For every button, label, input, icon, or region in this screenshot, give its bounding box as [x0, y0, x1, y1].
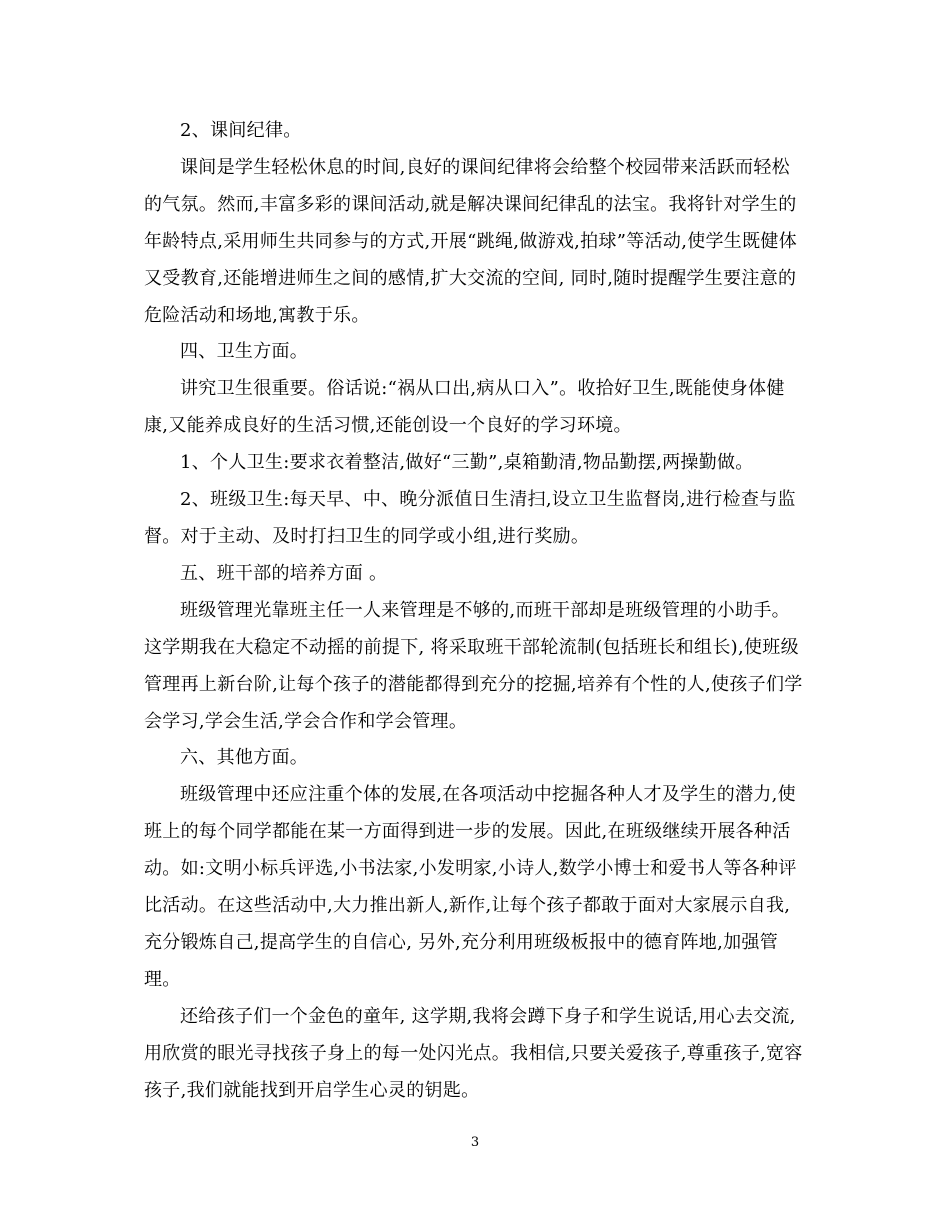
document-body	[144, 113, 806, 1109]
body-paragraph: 讲究卫生很重要。俗话说:“祸从口出,病从口入”。收拾好卫生,既能使身体健康,又能养成良好的生活习惯,还能创设一个良好的学习环境。	[144, 378, 785, 437]
body-paragraph: 课间是学生轻松休息的时间,良好的课间纪律将会给整个校园带来活跃而轻松的气氛。然而,丰富多彩的课间活动,就是解决课间纪律乱的法宝。我将针对学生的年龄特点,采用师生共同参与的方式,开展“跳绳,做游戏,拍球”等活动,使学生既健体又受教育,还能增进师生之间的感情,扩大交流的空间, 同时,随时提醒学生要注意的危险活动和场地,寓教于乐。	[144, 156, 798, 326]
body-paragraph: 还给孩子们一个金色的童年, 这学期,我将会蹲下身子和学生说话,用心去交流,用欣赏的眼光寻找孩子身上的每一处闪光点。我相信,只要关爱孩子,尊重孩子,宽容孩子,我们就能找到开启学生心灵的钥匙。	[144, 1005, 803, 1101]
section-heading: 五、班干部的培养方面 。	[180, 562, 388, 584]
body-paragraph: 班级管理中还应注重个体的发展,在各项活动中挖掘各种人才及学生的潜力,使班上的每个同学都能在某一方面得到进一步的发展。因此,在班级继续开展各种活动。如:文明小标兵评选,小书法家,小发明家,小诗人,数学小博士和爱书人等各种评比活动。在这些活动中,大力推出新人,新作,让每个孩子都敢于面对大家展示自我,充分锻炼自己,提高学生的自信心, 另外,充分利用班级板报中的德育阵地,加强管理。	[144, 784, 797, 990]
section-heading: 六、其他方面。	[180, 747, 309, 769]
body-paragraph: 班级管理光靠班主任一人来管理是不够的,而班干部却是班级管理的小助手。这学期我在大稳定不动摇的前提下, 将采取班干部轮流制(包括班长和组长),使班级管理再上新台阶,让每个孩子的潜能都得到充分的挖掘,培养有个性的人,使孩子们学会学习,学会生活,学会合作和学会管理。	[144, 599, 803, 732]
section-heading: 四、卫生方面。	[180, 341, 309, 363]
section-heading: 2、课间纪律。	[180, 120, 302, 141]
body-paragraph: 2、班级卫生:每天早、中、晚分派值日生清扫,设立卫生监督岗,进行检查与监督。对于主动、及时打扫卫生的同学或小组,进行奖励。	[144, 489, 796, 547]
body-paragraph: 1、个人卫生:要求衣着整洁,做好“三勤”,桌箱勤清,物品勤摆,两操勤做。	[180, 452, 754, 474]
page-number: 3	[470, 1135, 480, 1150]
